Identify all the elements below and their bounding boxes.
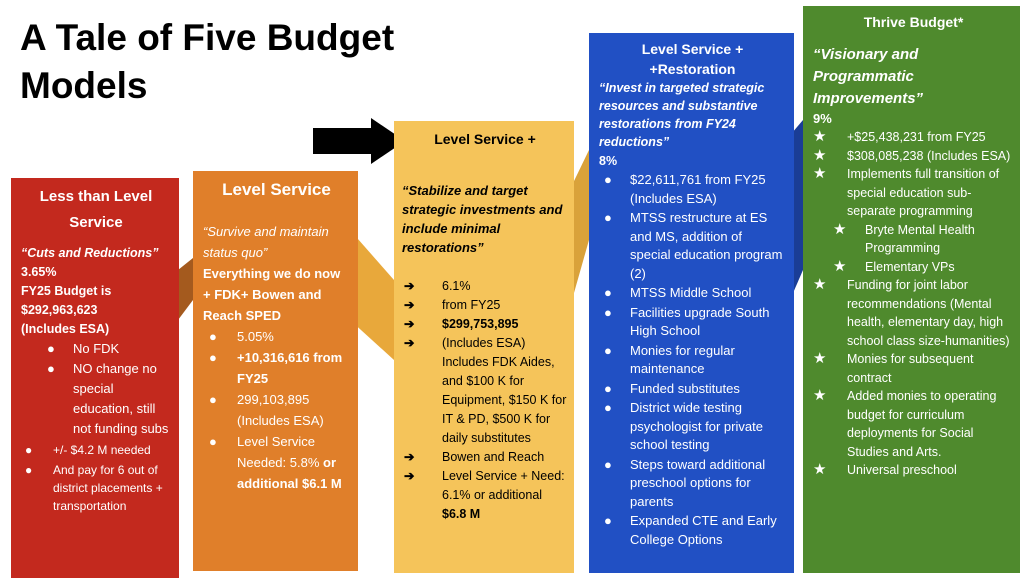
star-icon: ★ bbox=[833, 257, 847, 275]
bullet-list bbox=[203, 326, 350, 494]
bullet-icon: ● bbox=[604, 400, 612, 415]
bullet-icon: ● bbox=[604, 172, 612, 187]
column-line: 8% bbox=[599, 154, 618, 168]
column-heading: Thrive Budget* bbox=[863, 14, 964, 30]
column-line: Everything we do now + FDK+ Bowen and Reach SPED bbox=[203, 266, 341, 323]
column-line: 9% bbox=[813, 111, 832, 126]
list-item: ★ $308,085,238 (Includes ESA) bbox=[813, 146, 1011, 164]
list-item: ➔ $299,753,895 bbox=[402, 315, 568, 334]
column-quote: “Survive and maintain status quo” bbox=[203, 224, 329, 260]
column-heading: Level Service + +Restoration bbox=[641, 41, 744, 77]
arrow-icon: ➔ bbox=[404, 298, 415, 312]
column-line: $292,963,623 bbox=[21, 303, 98, 317]
star-icon: ★ bbox=[813, 128, 827, 145]
bullet-icon: ● bbox=[209, 350, 217, 365]
bullet-icon: ● bbox=[209, 329, 217, 344]
column-quote: “Invest in targeted strategic resources and substantive restorations from FY24 reductions” bbox=[599, 81, 765, 149]
list-item: ➔ Level Service + Need: 6.1% or additional $6.8 M bbox=[404, 469, 565, 521]
bullet-icon: ● bbox=[25, 463, 33, 477]
bullet-icon: ● bbox=[47, 361, 55, 376]
list-item: ★ Bryte Mental Health Programming bbox=[833, 220, 975, 255]
bullet-icon: ● bbox=[604, 285, 612, 300]
bullet-icon: ● bbox=[604, 304, 612, 320]
budget-column-level-service bbox=[193, 171, 358, 571]
list-item: ● Facilities upgrade South High School bbox=[604, 304, 770, 338]
list-item: ● Steps toward additional preschool options for parents bbox=[604, 456, 766, 509]
list-item: ★ +$25,438,231 from FY25 bbox=[813, 128, 986, 145]
budget-column-thrive bbox=[803, 6, 1020, 573]
list-item: ● $22,611,761 from FY25 (Includes ESA) bbox=[604, 172, 766, 206]
list-item: ● Level Service Needed: 5.8% or additional $6.1 M bbox=[203, 431, 350, 494]
arrow-icon: ➔ bbox=[404, 469, 415, 483]
bullet-icon: ● bbox=[209, 434, 217, 449]
bullet-icon: ● bbox=[604, 380, 612, 396]
bullet-icon: ● bbox=[604, 210, 612, 225]
column-line: (Includes ESA) bbox=[21, 322, 110, 336]
column-heading: Level Service bbox=[222, 180, 331, 199]
list-item: ● 5.05% bbox=[203, 326, 350, 347]
column-quote: “Visionary and Programmatic Improvements” bbox=[813, 46, 924, 107]
arrow-icon: ➔ bbox=[404, 450, 415, 464]
list-item: ● +10,316,616 from FY25 bbox=[203, 347, 350, 389]
bullet-icon: ● bbox=[25, 443, 33, 457]
list-item: ★ Universal preschool bbox=[813, 461, 957, 478]
list-item: ● District wide testing psychologist for private school testing bbox=[604, 400, 763, 452]
list-item: ➔ (Includes ESA) Includes FDK Aides, and $100 K for Equipment, $150 K for IT & PD, $500 K for daily substitutes bbox=[404, 336, 567, 445]
list-item: ★ Implements full transition of special education sub-separate programming bbox=[813, 165, 1000, 218]
list-item: ● NO change no special education, still not funding subs bbox=[47, 361, 169, 436]
bold-tail: or additional $6.1 M bbox=[237, 455, 342, 491]
bullet-icon: ● bbox=[209, 392, 217, 407]
star-icon: ★ bbox=[813, 461, 827, 478]
list-item: ➔ Bowen and Reach bbox=[402, 448, 568, 467]
star-list bbox=[813, 128, 1014, 480]
budget-column-less-than-level-service bbox=[11, 178, 179, 578]
star-icon: ★ bbox=[813, 276, 827, 293]
budget-column-level-service-plus bbox=[394, 121, 574, 573]
column-line: FY25 Budget is bbox=[21, 284, 112, 298]
list-item: ● Monies for regular maintenance bbox=[604, 342, 735, 376]
bullet-list bbox=[21, 441, 171, 515]
star-icon: ★ bbox=[833, 220, 847, 238]
arrow-icon: ➔ bbox=[404, 279, 415, 293]
bullet-icon: ● bbox=[604, 513, 612, 528]
arrow-icon: ➔ bbox=[404, 336, 415, 350]
budget-column-level-service-restoration bbox=[589, 33, 794, 573]
list-item: ★ Funding for joint labor recommendations (Mental health, elementary day, high school class size-humanities) bbox=[813, 276, 1010, 348]
list-item: ● +/- $4.2 M needed bbox=[25, 443, 151, 457]
list-item: ➔ 6.1% bbox=[402, 277, 568, 296]
list-item: ★ Monies for subsequent contract bbox=[813, 350, 974, 385]
star-icon: ★ bbox=[813, 146, 827, 164]
column-quote: “Cuts and Reductions” bbox=[21, 246, 159, 260]
column-line: 3.65% bbox=[21, 265, 57, 279]
list-item: ● MTSS restructure at ES and MS, addition of special education program (2) bbox=[604, 210, 783, 281]
list-item: ● Funded substitutes bbox=[599, 380, 786, 399]
page-title: A Tale of Five Budget Models bbox=[20, 17, 395, 106]
list-item: ● 299,103,895 (Includes ESA) bbox=[203, 389, 350, 431]
list-item: ● And pay for 6 out of district placements + transportation bbox=[25, 463, 163, 513]
bullet-icon: ● bbox=[604, 342, 612, 358]
list-item: ★ Elementary VPs bbox=[833, 257, 955, 275]
bold-tail: $6.8 M bbox=[442, 507, 481, 521]
list-item: ➔ from FY25 bbox=[402, 296, 568, 315]
star-icon: ★ bbox=[813, 350, 827, 367]
bullet-icon: ● bbox=[47, 341, 55, 356]
list-item: ★ Added monies to operating budget for curriculum deployments for Social Studies and Arts. bbox=[813, 387, 997, 459]
arrow-list bbox=[402, 277, 568, 524]
star-icon: ★ bbox=[813, 165, 827, 182]
right-arrow-icon bbox=[313, 118, 405, 164]
list-item: ● MTSS Middle School bbox=[599, 284, 786, 303]
column-heading: Less than Level Service bbox=[39, 188, 153, 231]
list-item: ● No FDK bbox=[21, 339, 171, 359]
bullet-icon: ● bbox=[604, 456, 612, 472]
bullet-list bbox=[599, 171, 786, 549]
column-quote: “Stabilize and target strategic investments and include minimal restorations” bbox=[402, 183, 563, 255]
list-item: ● Expanded CTE and Early College Options bbox=[604, 513, 777, 547]
sub-bullet-list bbox=[21, 339, 171, 439]
arrow-icon: ➔ bbox=[404, 317, 415, 331]
star-icon: ★ bbox=[813, 387, 827, 404]
column-heading: Level Service + bbox=[434, 131, 536, 147]
